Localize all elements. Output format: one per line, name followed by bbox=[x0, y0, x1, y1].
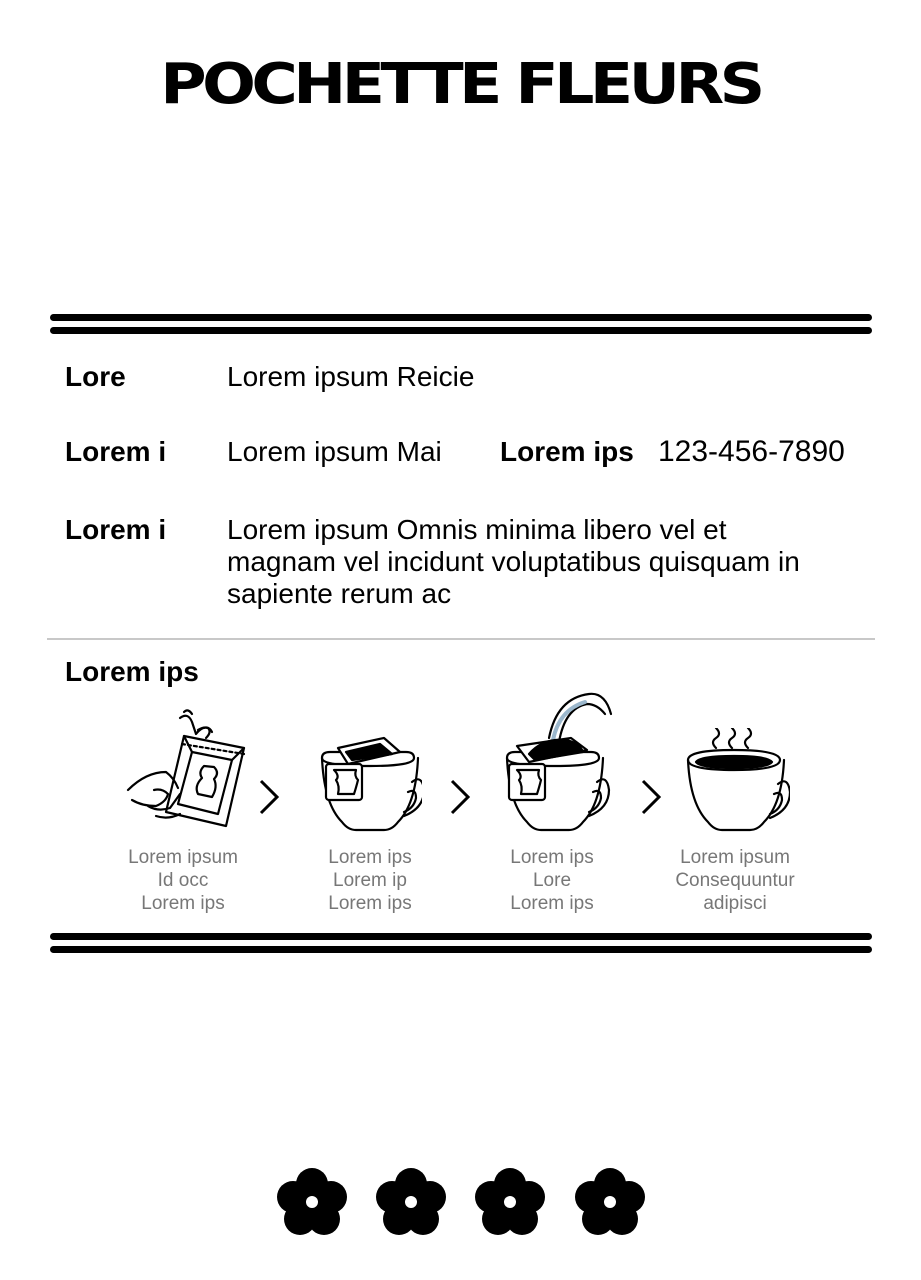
steps-heading: Lorem ips bbox=[65, 656, 199, 687]
step-caption-3 bbox=[462, 846, 642, 915]
caption-line: Lorem ipsum bbox=[128, 847, 238, 868]
caption-line: Lorem ips bbox=[510, 847, 594, 868]
chevron-right-icon bbox=[447, 778, 473, 816]
description-line: magnam vel incidunt voluptatibus quisquam in bbox=[227, 546, 800, 577]
flower-icon bbox=[574, 1167, 646, 1237]
bottom-rule-upper bbox=[50, 933, 872, 940]
chevron-right-icon bbox=[256, 778, 282, 816]
info-label-1: Lore bbox=[65, 361, 126, 392]
flower-icon bbox=[474, 1167, 546, 1237]
caption-line: Lorem ips bbox=[510, 893, 594, 914]
info-value-phone: 123-456-7890 bbox=[658, 435, 845, 468]
caption-line: adipisci bbox=[703, 893, 767, 914]
description-line: Lorem ipsum Omnis minima libero vel et bbox=[227, 514, 727, 545]
step-caption-4 bbox=[645, 846, 825, 915]
caption-line: Lorem ipsum bbox=[680, 847, 790, 868]
open-drip-bag-icon bbox=[122, 708, 250, 834]
top-rule-upper bbox=[50, 314, 872, 321]
step-caption-2 bbox=[280, 846, 460, 915]
description-line: sapiente rerum ac bbox=[227, 578, 452, 609]
top-rule-lower bbox=[50, 327, 872, 334]
hot-coffee-cup-icon bbox=[684, 728, 790, 834]
flower-icon bbox=[276, 1167, 348, 1237]
caption-line: Lorem ips bbox=[328, 893, 412, 914]
pour-water-icon bbox=[503, 690, 615, 836]
caption-line: Id occ bbox=[157, 870, 209, 891]
bottom-rule-lower bbox=[50, 946, 872, 953]
hang-bag-on-cup-icon bbox=[318, 730, 422, 834]
page-title: POCHETTE FLEURS bbox=[160, 52, 761, 117]
info-value-2: Lorem ipsum Mai bbox=[227, 436, 442, 467]
caption-line: Consequuntur bbox=[675, 870, 795, 891]
info-label-phone: Lorem ips bbox=[500, 436, 634, 467]
section-divider bbox=[47, 638, 875, 640]
info-description bbox=[227, 514, 800, 610]
caption-line: Lorem ip bbox=[333, 870, 407, 891]
chevron-right-icon bbox=[638, 778, 664, 816]
info-value-1: Lorem ipsum Reicie bbox=[227, 361, 475, 392]
caption-line: Lorem ips bbox=[141, 893, 225, 914]
caption-line: Lore bbox=[532, 870, 572, 891]
info-label-3: Lorem i bbox=[65, 514, 167, 545]
step-caption-1 bbox=[93, 846, 273, 915]
info-label-2: Lorem i bbox=[65, 436, 167, 467]
caption-line: Lorem ips bbox=[328, 847, 412, 868]
flower-icon bbox=[375, 1167, 447, 1237]
